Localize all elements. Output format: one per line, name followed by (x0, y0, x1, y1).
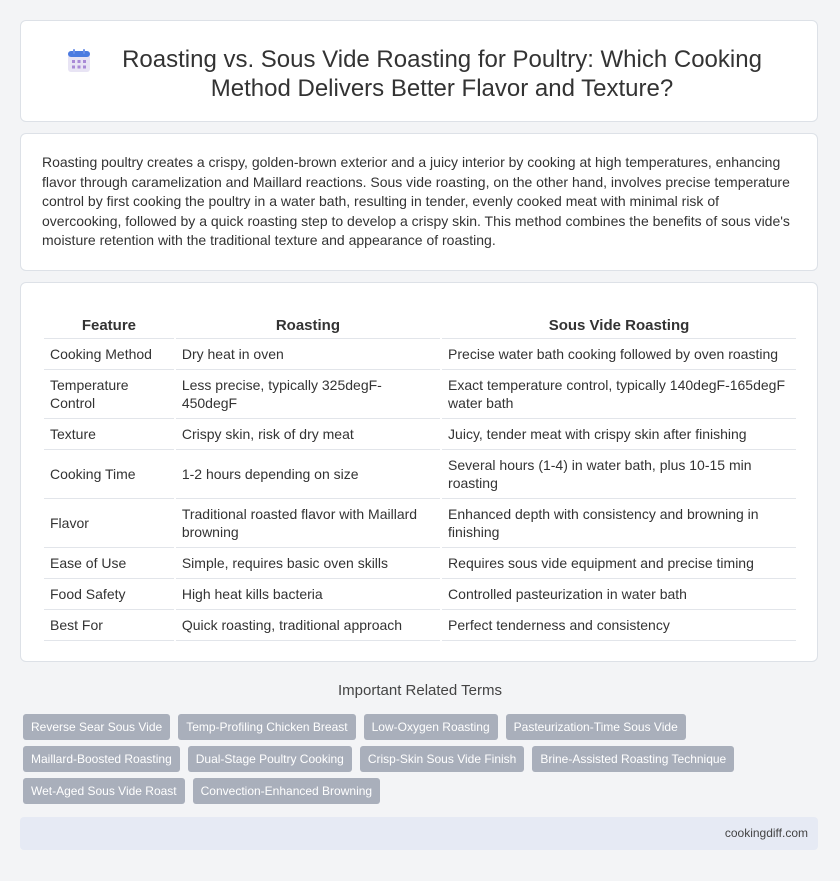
table-cell: 1-2 hours depending on size (176, 450, 440, 499)
related-terms-heading: Important Related Terms (338, 682, 502, 699)
table-cell: Texture (44, 419, 174, 450)
table-cell: Several hours (1-4) in water bath, plus 10-15 min roasting (442, 450, 796, 499)
table-cell: Enhanced depth with consistency and browning in finishing (442, 499, 796, 548)
table-cell: Simple, requires basic oven skills (176, 548, 440, 579)
related-term-tag[interactable]: Brine-Assisted Roasting Technique (532, 746, 734, 772)
related-term-tag[interactable]: Maillard-Boosted Roasting (23, 746, 180, 772)
intro-paragraph: Roasting poultry creates a crispy, golden-brown exterior and a juicy interior by cooking at high temperatures, enhancing flavor through caramelization and Maillard reactions. Sous vide roasting, on the other hand, involves precise temperature control by first cooking the poultry in a water bath, resulting in tender, evenly cooked meat with minimal risk of overcooking, followed by a quick roasting step to develop a crispy skin. This method combines the benefits of sous vide's moisture retention with the traditional texture and appearance of roasting. (42, 154, 790, 248)
related-terms-list (23, 714, 783, 810)
header-feature: Feature (44, 312, 174, 339)
table-cell: Cooking Method (44, 339, 174, 370)
table-cell: Controlled pasteurization in water bath (442, 579, 796, 610)
related-term-tag[interactable]: Reverse Sear Sous Vide (23, 714, 170, 740)
related-term-tag[interactable]: Temp-Profiling Chicken Breast (178, 714, 355, 740)
title-card (20, 20, 818, 122)
comparison-table (42, 312, 798, 641)
table-row (44, 450, 796, 499)
table-cell: High heat kills bacteria (176, 579, 440, 610)
table-cell: Less precise, typically 325degF-450degF (176, 370, 440, 419)
table-row (44, 548, 796, 579)
table-cell: Exact temperature control, typically 140degF-165degF water bath (442, 370, 796, 419)
table-cell: Best For (44, 610, 174, 641)
table-cell: Perfect tenderness and consistency (442, 610, 796, 641)
table-cell: Crispy skin, risk of dry meat (176, 419, 440, 450)
related-term-tag[interactable]: Low-Oxygen Roasting (364, 714, 498, 740)
intro-card (20, 133, 818, 271)
related-term-tag[interactable]: Crisp-Skin Sous Vide Finish (360, 746, 525, 772)
table-cell: Dry heat in oven (176, 339, 440, 370)
table-row (44, 499, 796, 548)
table-cell: Food Safety (44, 579, 174, 610)
table-row (44, 579, 796, 610)
table-cell: Requires sous vide equipment and precise timing (442, 548, 796, 579)
table-row (44, 610, 796, 641)
table-header-row (44, 312, 796, 339)
comparison-card (20, 282, 818, 662)
related-term-tag[interactable]: Pasteurization-Time Sous Vide (506, 714, 686, 740)
table-cell: Ease of Use (44, 548, 174, 579)
table-cell: Quick roasting, traditional approach (176, 610, 440, 641)
table-cell: Precise water bath cooking followed by oven roasting (442, 339, 796, 370)
header-roasting: Roasting (176, 312, 440, 339)
footer (20, 817, 818, 850)
header-sous-vide-roasting: Sous Vide Roasting (442, 312, 796, 339)
footer-site-link[interactable]: cookingdiff.com (724, 826, 808, 840)
table-cell: Cooking Time (44, 450, 174, 499)
table-row (44, 419, 796, 450)
table-cell: Temperature Control (44, 370, 174, 419)
related-term-tag[interactable]: Dual-Stage Poultry Cooking (188, 746, 352, 772)
table-cell: Traditional roasted flavor with Maillard browning (176, 499, 440, 548)
table-row (44, 339, 796, 370)
table-cell: Juicy, tender meat with crispy skin after finishing (442, 419, 796, 450)
related-term-tag[interactable]: Convection-Enhanced Browning (193, 778, 380, 804)
calendar-icon (66, 48, 92, 74)
table-cell: Flavor (44, 499, 174, 548)
page-title: Roasting vs. Sous Vide Roasting for Poultry: Which Cooking Method Delivers Better Flavor and Texture? (122, 46, 762, 102)
related-term-tag[interactable]: Wet-Aged Sous Vide Roast (23, 778, 185, 804)
table-row (44, 370, 796, 419)
